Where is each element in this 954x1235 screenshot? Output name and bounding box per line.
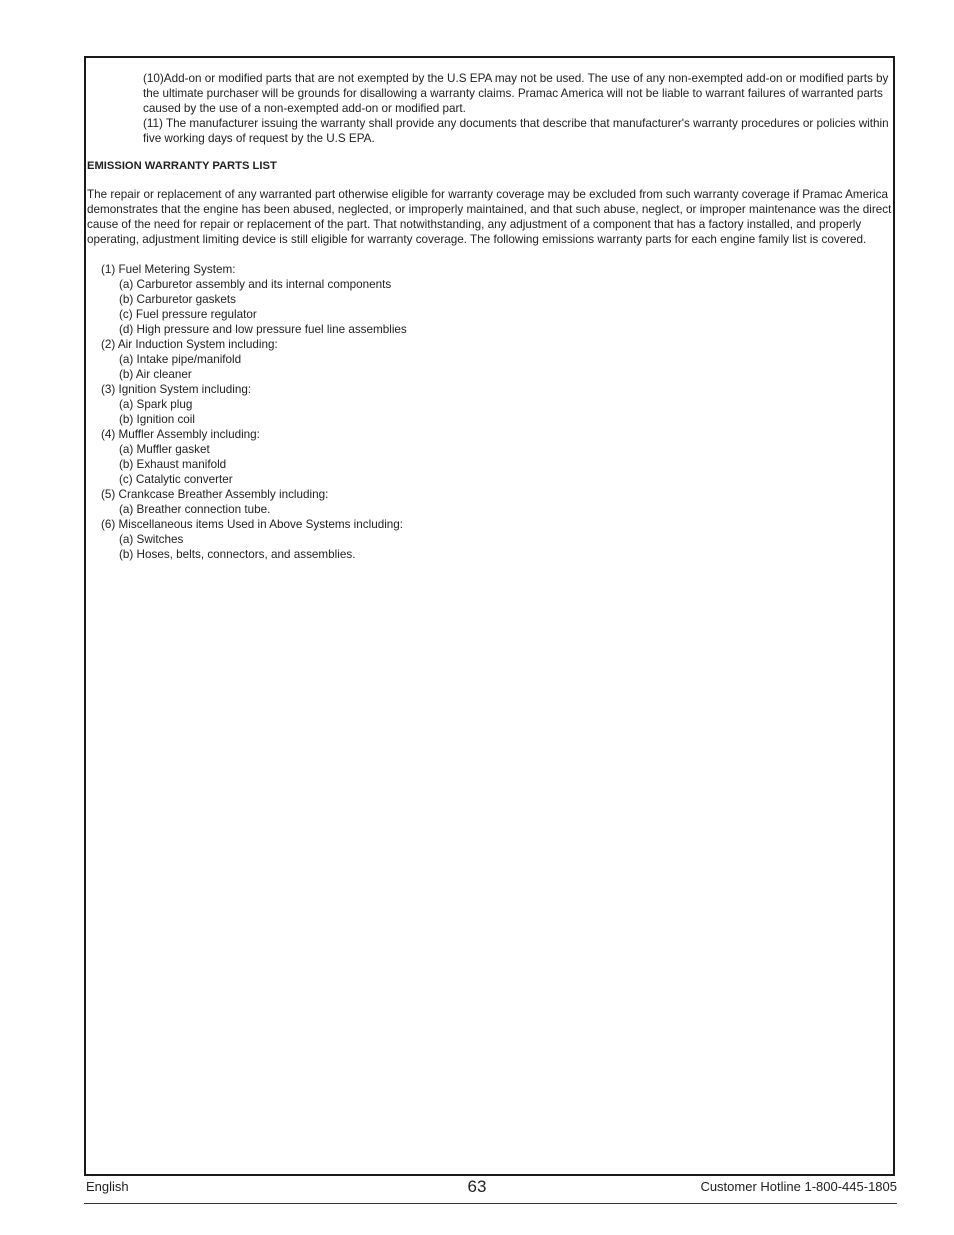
note-11: (11) The manufacturer issuing the warranty shall provide any documents that describe that manufacturer's warranty procedures or policies within five working days of request by the U.S EPA.	[143, 117, 889, 145]
parts-item-title: (1) Fuel Metering System:	[101, 263, 236, 276]
footer-language: English	[86, 1179, 129, 1194]
parts-subitem: (b) Air cleaner	[119, 368, 192, 381]
parts-subitem: (a) Spark plug	[119, 398, 193, 411]
parts-item-title: (6) Miscellaneous items Used in Above Systems including:	[101, 518, 404, 531]
section-heading: EMISSION WARRANTY PARTS LIST	[87, 160, 277, 172]
page-content	[87, 71, 893, 562]
parts-subitem: (a) Carburetor assembly and its internal components	[119, 278, 392, 291]
parts-list	[87, 262, 893, 562]
parts-subitem: (b) Exhaust manifold	[119, 458, 227, 471]
parts-item-title: (4) Muffler Assembly including:	[101, 428, 260, 441]
parts-subitem: (c) Fuel pressure regulator	[119, 308, 257, 321]
parts-subitem: (b) Ignition coil	[119, 413, 196, 426]
section-paragraph: The repair or replacement of any warranted part otherwise eligible for warranty coverage may be excluded from such warranty coverage if Pramac America demonstrates that the engine has been abused, neglected, or improperly maintained, and that such abuse, neglect, or improper maintenance was the direct cause of the need for repair or replacement of the part. That notwithstanding, any adjustment of a component that has a factory installed, and properly operating, adjustment limiting device is still eligible for warranty coverage. The following emissions warranty parts for each engine family list is covered.	[87, 188, 892, 246]
warranty-notes	[87, 71, 893, 146]
parts-subitem: (b) Hoses, belts, connectors, and assemblies.	[119, 548, 356, 561]
parts-item-title: (3) Ignition System including:	[101, 383, 252, 396]
parts-subitem: (a) Muffler gasket	[119, 443, 210, 456]
parts-subitem: (c) Catalytic converter	[119, 473, 233, 486]
footer-divider	[84, 1203, 897, 1204]
parts-subitem: (a) Switches	[119, 533, 184, 546]
parts-subitem: (d) High pressure and low pressure fuel line assemblies	[119, 323, 407, 336]
parts-subitem: (a) Breather connection tube.	[119, 503, 271, 516]
customer-hotline: Customer Hotline 1-800-445-1805	[700, 1179, 897, 1194]
parts-item-title: (5) Crankcase Breather Assembly including:	[101, 488, 329, 501]
parts-subitem: (a) Intake pipe/manifold	[119, 353, 242, 366]
page-number: 63	[467, 1177, 487, 1196]
note-10: (10)Add-on or modified parts that are not exempted by the U.S EPA may not be used. The use of any non-exempted add-on or modified parts by the ultimate purchaser will be grounds for disallowing a warranty claims. Pramac America will not be liable to warrant failures of warranted parts caused by the use of a non-exempted add-on or modified part.	[143, 72, 889, 115]
parts-item-title: (2) Air Induction System including:	[101, 338, 278, 351]
parts-subitem: (b) Carburetor gaskets	[119, 293, 236, 306]
